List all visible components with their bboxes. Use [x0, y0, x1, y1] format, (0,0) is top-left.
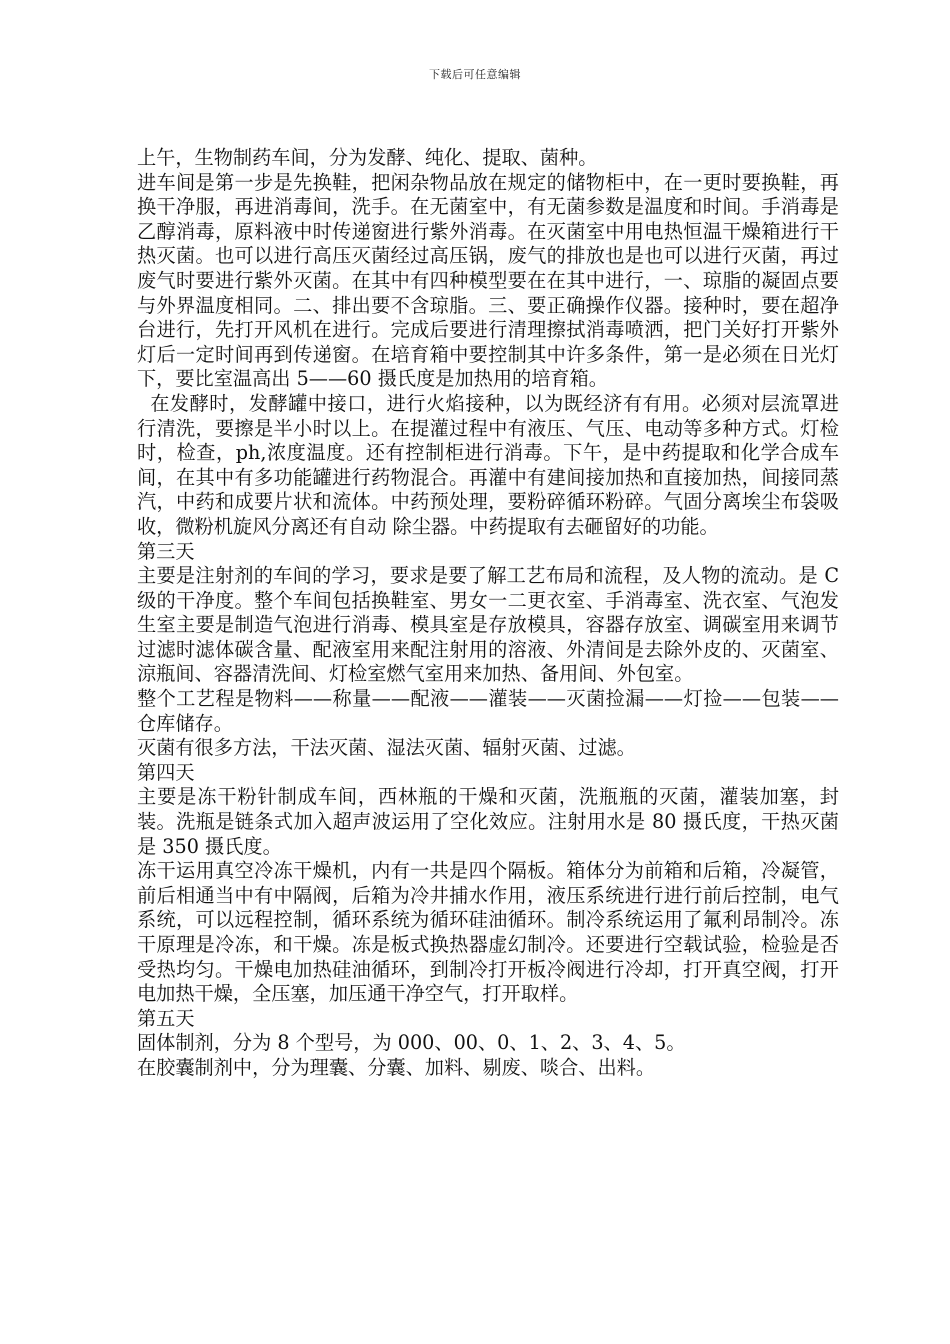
paragraph-freeze-dried-powder: 主要是冻干粉针制成车间，西林瓶的干燥和灭菌，洗瓶瓶的灭菌，灌装加塞，封装。洗瓶是链条式加入超声波运用了空化效应。注射用水是 80 摄氏度，干热灭菌是 350 摄氏度。: [137, 785, 839, 858]
paragraph-process-flow: 整个工艺程是物料——称量——配液——灌装——灭菌捡漏——灯捡——包装——仓库储存。: [137, 687, 839, 735]
heading-day-three: 第三天: [137, 539, 195, 563]
heading-day-four: 第四天: [137, 760, 195, 784]
paragraph-freeze-dryer: 冻干运用真空冷冻干燥机，内有一共是四个隔板。箱体分为前箱和后箱，冷凝管，前后相通当中有中隔阀，后箱为冷井捕水作用，液压系统进行进行前后控制，电气系统，可以远程控制，循环系统为循环硅油循环。制冷系统运用了氟利昂制冷。冻干原理是冷冻，和干燥。冻是板式换热器虚幻制冷。还要进行空载试验，检验是否受热均匀。干燥电加热硅油循环，到制冷打开板冷阀进行冷却，打开真空阀，打开电加热干燥，全压塞，加压通干净空气，打开取样。: [137, 859, 839, 1006]
page-header-note: 下载后可任意编辑: [429, 68, 521, 81]
paragraph-injection-workshop: 主要是注射剂的车间的学习，要求是要了解工艺布局和流程，及人物的流动。是 C 级的干净度。整个车间包括换鞋室、男女一二更衣室、手消毒室、洗衣室、气泡发生室主要是制造气泡进行消毒、模具室是存放模具，容器存放室、调碳室用来调节过滤时滤体碳含量、配液室用来配注射用的溶液、外清间是去除外皮的、灭菌室、涼瓶间、容器清洗间、灯检室燃气室用来加热、备用间、外包室。: [137, 564, 839, 686]
paragraph-sterilization-methods: 灭菌有很多方法，干法灭菌、湿法灭菌、辐射灭菌、过滤。: [137, 736, 636, 760]
heading-day-five: 第五天: [137, 1006, 195, 1030]
document-body: [137, 146, 839, 1081]
paragraph-fermentation: 在发酵时，发酵罐中接口，进行火焰接种，以为既经济有有用。必须对层流罩进行清洗，要擦是半小时以上。在提灌过程中有液压、气压、电动等多种方式。灯检时，检查，ph,浓度温度。还有控制柜进行消毒。下午，是中药提取和化学合成车间，在其中有多功能罐进行药物混合。再灌中有建间接加热和直接加热，间接同蒸汽，中药和成要片状和流体。中药预处理，要粉碎循环粉碎。气固分离埃尘布袋吸收，微粉机旋风分离还有自动 除尘器。中药提取有去砸留好的功能。: [137, 391, 839, 538]
paragraph-morning-intro: 上午，生物制药车间，分为发酵、纯化、提取、菌种。: [137, 146, 598, 169]
paragraph-solid-preparations: 固体制剂，分为 8 个型号，为 000、00、0、1、2、3、4、5。: [137, 1031, 686, 1055]
paragraph-capsule-preparation: 在胶囊制剂中，分为理囊、分囊、加料、剔废、啖合、出料。: [137, 1055, 656, 1079]
paragraph-cleanroom-procedure: 进车间是第一步是先换鞋，把闲杂物品放在规定的储物柜中，在一更时要换鞋，再换干净服，再进消毒间，洗手。在无菌室中，有无菌参数是温度和时间。手消毒是乙醇消毒，原料液中时传递窗进行紫外消毒。在灭菌室中用电热恒温干燥箱进行干热灭菌。也可以进行高压灭菌经过高压锅，废气的排放也是也可以进行灭菌，再过废气时要进行紫外灭菌。在其中有四种模型要在在其中进行，一、琼脂的凝固点要与外界温度相同。二、排出要不含琼脂。三、要正确操作仪器。接种时，要在超净台进行，先打开风机在进行。完成后要进行清理擦拭消毒喷洒，把门关好打开紫外灯后一定时间再到传递窗。在培育箱中要控制其中许多条件，第一是必须在日光灯下，要比室温高出 5——60 摄氏度是加热用的培育箱。: [137, 170, 839, 391]
